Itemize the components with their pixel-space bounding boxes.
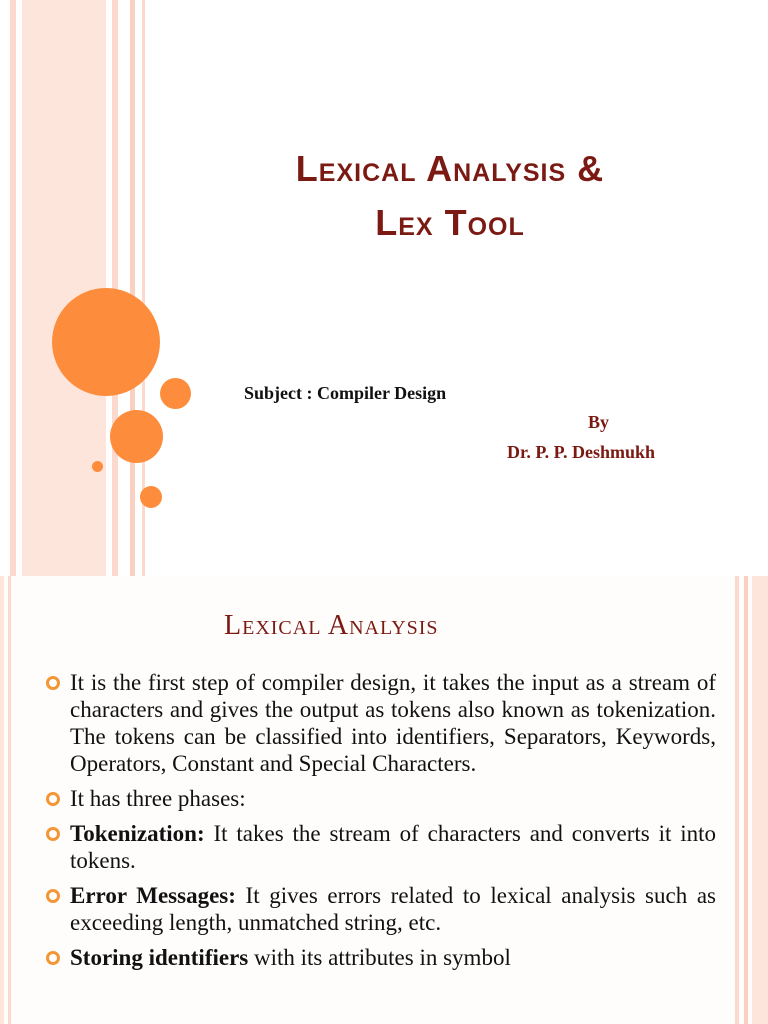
decor-circle-medium: [110, 410, 163, 463]
bullet-bold: Storing identifiers: [70, 945, 249, 970]
bullet-text: with its attributes in symbol: [248, 945, 511, 970]
list-item: [46, 820, 716, 874]
decor-stripe: [130, 0, 135, 576]
list-item: [46, 882, 716, 936]
bullet-bold: Error Messages:: [70, 883, 236, 908]
list-item: [46, 785, 716, 812]
decor-stripe: [735, 576, 739, 1024]
bullet-ring-icon: [46, 792, 60, 806]
by-label: By: [588, 412, 610, 432]
slide-title-heading: [160, 142, 740, 250]
bullet-ring-icon: [46, 827, 60, 841]
decor-stripe: [8, 576, 11, 1024]
author-name: Dr. P. P. Deshmukh: [507, 442, 656, 462]
decor-stripe: [752, 576, 768, 1024]
slide2-heading: Lexical Analysis: [224, 610, 439, 641]
list-item: [46, 669, 716, 777]
bullet-list: [46, 669, 716, 979]
bullet-text: It is the first step of compiler design, it takes the input as a stream of characters and gives the output as tokens also known as tokenization. The tokens can be classified into identifiers, Separators, Keywords, Operators, Constant and Special Characters.: [70, 670, 716, 776]
bullet-ring-icon: [46, 951, 60, 965]
decor-circle-small: [140, 486, 162, 508]
bullet-text: It takes the stream of characters and converts it into tokens.: [70, 821, 716, 873]
list-item: [46, 944, 716, 971]
bullet-text: It gives errors related to lexical analysis such as exceeding length, unmatched string, etc.: [70, 883, 716, 935]
bullet-ring-icon: [46, 889, 60, 903]
decor-circle-tiny: [92, 461, 103, 472]
bullet-bold: Tokenization:: [70, 821, 205, 846]
subject-text: Subject : Compiler Design: [244, 383, 447, 403]
decor-stripe: [0, 576, 4, 1024]
title-line-2: Lex Tool: [375, 202, 525, 243]
decor-circle-small: [160, 378, 191, 409]
decor-stripe: [22, 0, 106, 576]
bullet-ring-icon: [46, 676, 60, 690]
title-line-1: Lexical Analysis &: [295, 148, 605, 189]
decor-circle-large: [52, 288, 160, 396]
decor-stripe: [744, 576, 748, 1024]
bullet-text: It has three phases:: [70, 786, 246, 811]
decor-stripe: [10, 0, 16, 576]
